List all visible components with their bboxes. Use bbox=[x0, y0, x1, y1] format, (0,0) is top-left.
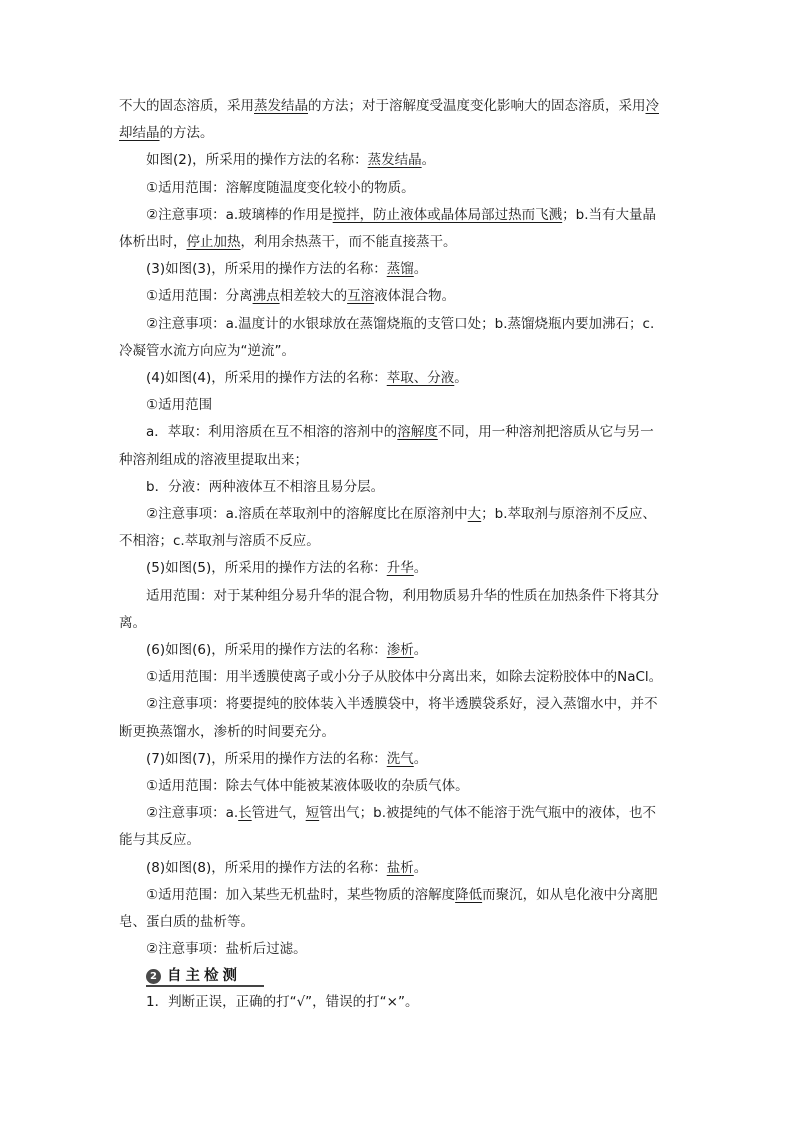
text-segment: 体析出时， bbox=[119, 234, 187, 251]
text-segment: 适用范围：对于某种组分易升华的混合物，利用物质易升华的性质在加热条件下将其分 bbox=[146, 587, 659, 604]
text-line bbox=[119, 691, 675, 718]
text-segment: 。 bbox=[421, 152, 436, 169]
text-segment: (6)如图(6)，所采用的操作方法的名称： bbox=[146, 642, 387, 659]
text-line bbox=[119, 773, 675, 800]
text-segment: ；b.萃取剂与原溶剂不反应、 bbox=[481, 506, 657, 523]
text-segment: 。 bbox=[413, 642, 428, 659]
text-segment: ①适用范围：除去气体中能被某液体吸收的杂质气体。 bbox=[146, 778, 469, 795]
text-segment: 。 bbox=[413, 261, 428, 278]
text-line bbox=[119, 610, 675, 637]
underlined-answer: 降低 bbox=[455, 886, 483, 903]
text-line bbox=[119, 256, 675, 283]
text-segment: 如图(2)，所采用的操作方法的名称： bbox=[146, 152, 368, 169]
text-segment: 不同，用一种溶剂把溶质从它与另一 bbox=[437, 424, 654, 441]
underlined-answer: 却结晶 bbox=[119, 125, 160, 142]
text-segment: (3)如图(3)，所采用的操作方法的名称： bbox=[146, 261, 387, 278]
text-line bbox=[119, 882, 675, 909]
text-line bbox=[119, 419, 675, 446]
text-segment: a．萃取：利用溶质在互不相溶的溶剂中的 bbox=[146, 424, 398, 441]
text-segment: 。 bbox=[413, 859, 428, 876]
underlined-answer: 蒸发结晶 bbox=[367, 152, 422, 169]
text-segment: 而聚沉，如从皂化液中分离肥 bbox=[482, 886, 658, 903]
text-segment: ②注意事项：将要提纯的胶体装入半透膜袋中，将半透膜袋系好，浸入蒸馏水中，并不 bbox=[146, 696, 658, 713]
text-segment: ②注意事项：a.玻璃棒的作用是 bbox=[146, 206, 333, 223]
text-segment: ②注意事项：a. bbox=[146, 805, 239, 822]
text-line bbox=[119, 447, 675, 474]
text-segment: 。 bbox=[413, 560, 428, 577]
text-line bbox=[119, 365, 675, 392]
underlined-answer: 升华 bbox=[386, 560, 414, 577]
underlined-answer: 搅拌，防止液体或晶体局部过热而飞溅 bbox=[332, 206, 563, 223]
text-segment: 相差较大的 bbox=[279, 288, 348, 305]
text-segment: 的方法。 bbox=[159, 125, 214, 142]
text-segment: ②注意事项：a.温度计的水银球放在蒸馏烧瓶的支管口处；b.蒸馏烧瓶内要加沸石；c. bbox=[146, 315, 655, 332]
text-segment: (5)如图(5)，所采用的操作方法的名称： bbox=[146, 560, 387, 577]
text-line bbox=[119, 555, 675, 582]
paragraph-block bbox=[119, 93, 675, 964]
text-segment: ；b.当有大量晶 bbox=[562, 206, 657, 223]
section-underline bbox=[146, 985, 264, 987]
text-segment: 。 bbox=[413, 750, 428, 767]
text-segment: 不相溶；c.萃取剂与溶质不反应。 bbox=[119, 533, 320, 550]
text-segment: 断更换蒸馏水，渗析的时间要充分。 bbox=[119, 723, 335, 740]
underlined-answer: 短 bbox=[305, 805, 320, 822]
text-line bbox=[119, 283, 675, 310]
underlined-answer: 蒸馏 bbox=[386, 261, 414, 278]
underlined-answer: 蒸发结晶 bbox=[254, 98, 308, 114]
text-line bbox=[119, 338, 675, 365]
text-line bbox=[119, 147, 675, 174]
document-body bbox=[119, 93, 675, 1016]
text-line bbox=[119, 827, 675, 854]
text-segment: 皂、蛋白质的盐析等。 bbox=[119, 914, 254, 931]
text-segment: ②注意事项：盐析后过滤。 bbox=[146, 941, 307, 958]
text-segment: ①适用范围：溶解度随温度变化较小的物质。 bbox=[146, 179, 415, 196]
text-line bbox=[119, 229, 675, 256]
text-line bbox=[119, 855, 675, 882]
text-line bbox=[119, 936, 675, 963]
underlined-answer: 停止加热 bbox=[186, 234, 241, 251]
text-segment: 能与其反应。 bbox=[119, 832, 200, 849]
underlined-answer: 互溶 bbox=[347, 288, 375, 305]
text-line bbox=[119, 202, 675, 229]
text-segment: (7)如图(7)，所采用的操作方法的名称： bbox=[146, 750, 387, 767]
text-line bbox=[119, 664, 675, 691]
text-segment: (4)如图(4)，所采用的操作方法的名称： bbox=[146, 370, 387, 387]
text-line bbox=[119, 93, 675, 120]
text-line bbox=[119, 501, 675, 528]
text-segment: 管出气；b.被提纯的气体不能溶于洗气瓶中的液体，也不 bbox=[319, 805, 657, 822]
text-segment: ②注意事项：a.溶质在萃取剂中的溶解度比在原溶剂中 bbox=[146, 506, 468, 523]
text-line bbox=[119, 474, 675, 501]
underlined-answer: 洗气 bbox=[386, 750, 414, 767]
section-title: 自主检测 bbox=[167, 967, 241, 984]
text-line bbox=[119, 746, 675, 773]
text-segment: 离。 bbox=[119, 614, 146, 631]
underlined-answer: 长 bbox=[238, 805, 252, 822]
underlined-answer: 冷 bbox=[645, 98, 659, 114]
question-text: 1．判断正误，正确的打“√”，错误的打“×”。 bbox=[146, 993, 419, 1010]
text-segment: ①适用范围 bbox=[146, 397, 213, 414]
text-line bbox=[119, 311, 675, 338]
text-line bbox=[119, 637, 675, 664]
underlined-answer: 溶解度 bbox=[397, 424, 438, 441]
section-heading bbox=[146, 965, 675, 989]
text-line bbox=[119, 909, 675, 936]
text-segment: 的方法；对于溶解度受温度变化影响大的固态溶质，采用 bbox=[308, 98, 646, 114]
text-segment: 种溶剂组成的溶液里提取出来； bbox=[119, 451, 308, 468]
underlined-answer: 沸点 bbox=[252, 288, 280, 305]
text-line bbox=[119, 583, 675, 610]
text-line bbox=[119, 120, 675, 147]
text-line bbox=[119, 175, 675, 202]
text-segment: ，利用余热蒸干，而不能直接蒸干。 bbox=[240, 234, 457, 251]
text-segment: (8)如图(8)，所采用的操作方法的名称： bbox=[146, 859, 387, 876]
text-segment: ①适用范围：加入某些无机盐时，某些物质的溶解度 bbox=[146, 886, 456, 903]
text-segment: 冷凝管水流方向应为“逆流”。 bbox=[119, 342, 295, 359]
underlined-answer: 渗析 bbox=[386, 642, 414, 659]
text-segment: ①适用范围：分离 bbox=[146, 288, 253, 305]
section-number-icon: 2 bbox=[146, 969, 161, 984]
text-line bbox=[119, 719, 675, 746]
text-line bbox=[119, 392, 675, 419]
text-line bbox=[119, 528, 675, 555]
text-line bbox=[119, 800, 675, 827]
text-segment: 。 bbox=[454, 370, 468, 387]
underlined-answer: 盐析 bbox=[386, 859, 414, 876]
underlined-answer: 萃取、分液 bbox=[386, 370, 455, 387]
text-segment: 不大的固态溶质，采用 bbox=[119, 98, 254, 114]
text-segment: ①适用范围：用半透膜使离子或小分子从胶体中分离出来，如除去淀粉胶体中的NaCl。 bbox=[146, 669, 663, 686]
underlined-answer: 大 bbox=[467, 506, 482, 523]
text-segment: 管进气， bbox=[251, 805, 306, 822]
text-segment: b．分液：两种液体互不相溶且易分层。 bbox=[146, 478, 385, 495]
text-segment: 液体混合物。 bbox=[374, 288, 456, 305]
